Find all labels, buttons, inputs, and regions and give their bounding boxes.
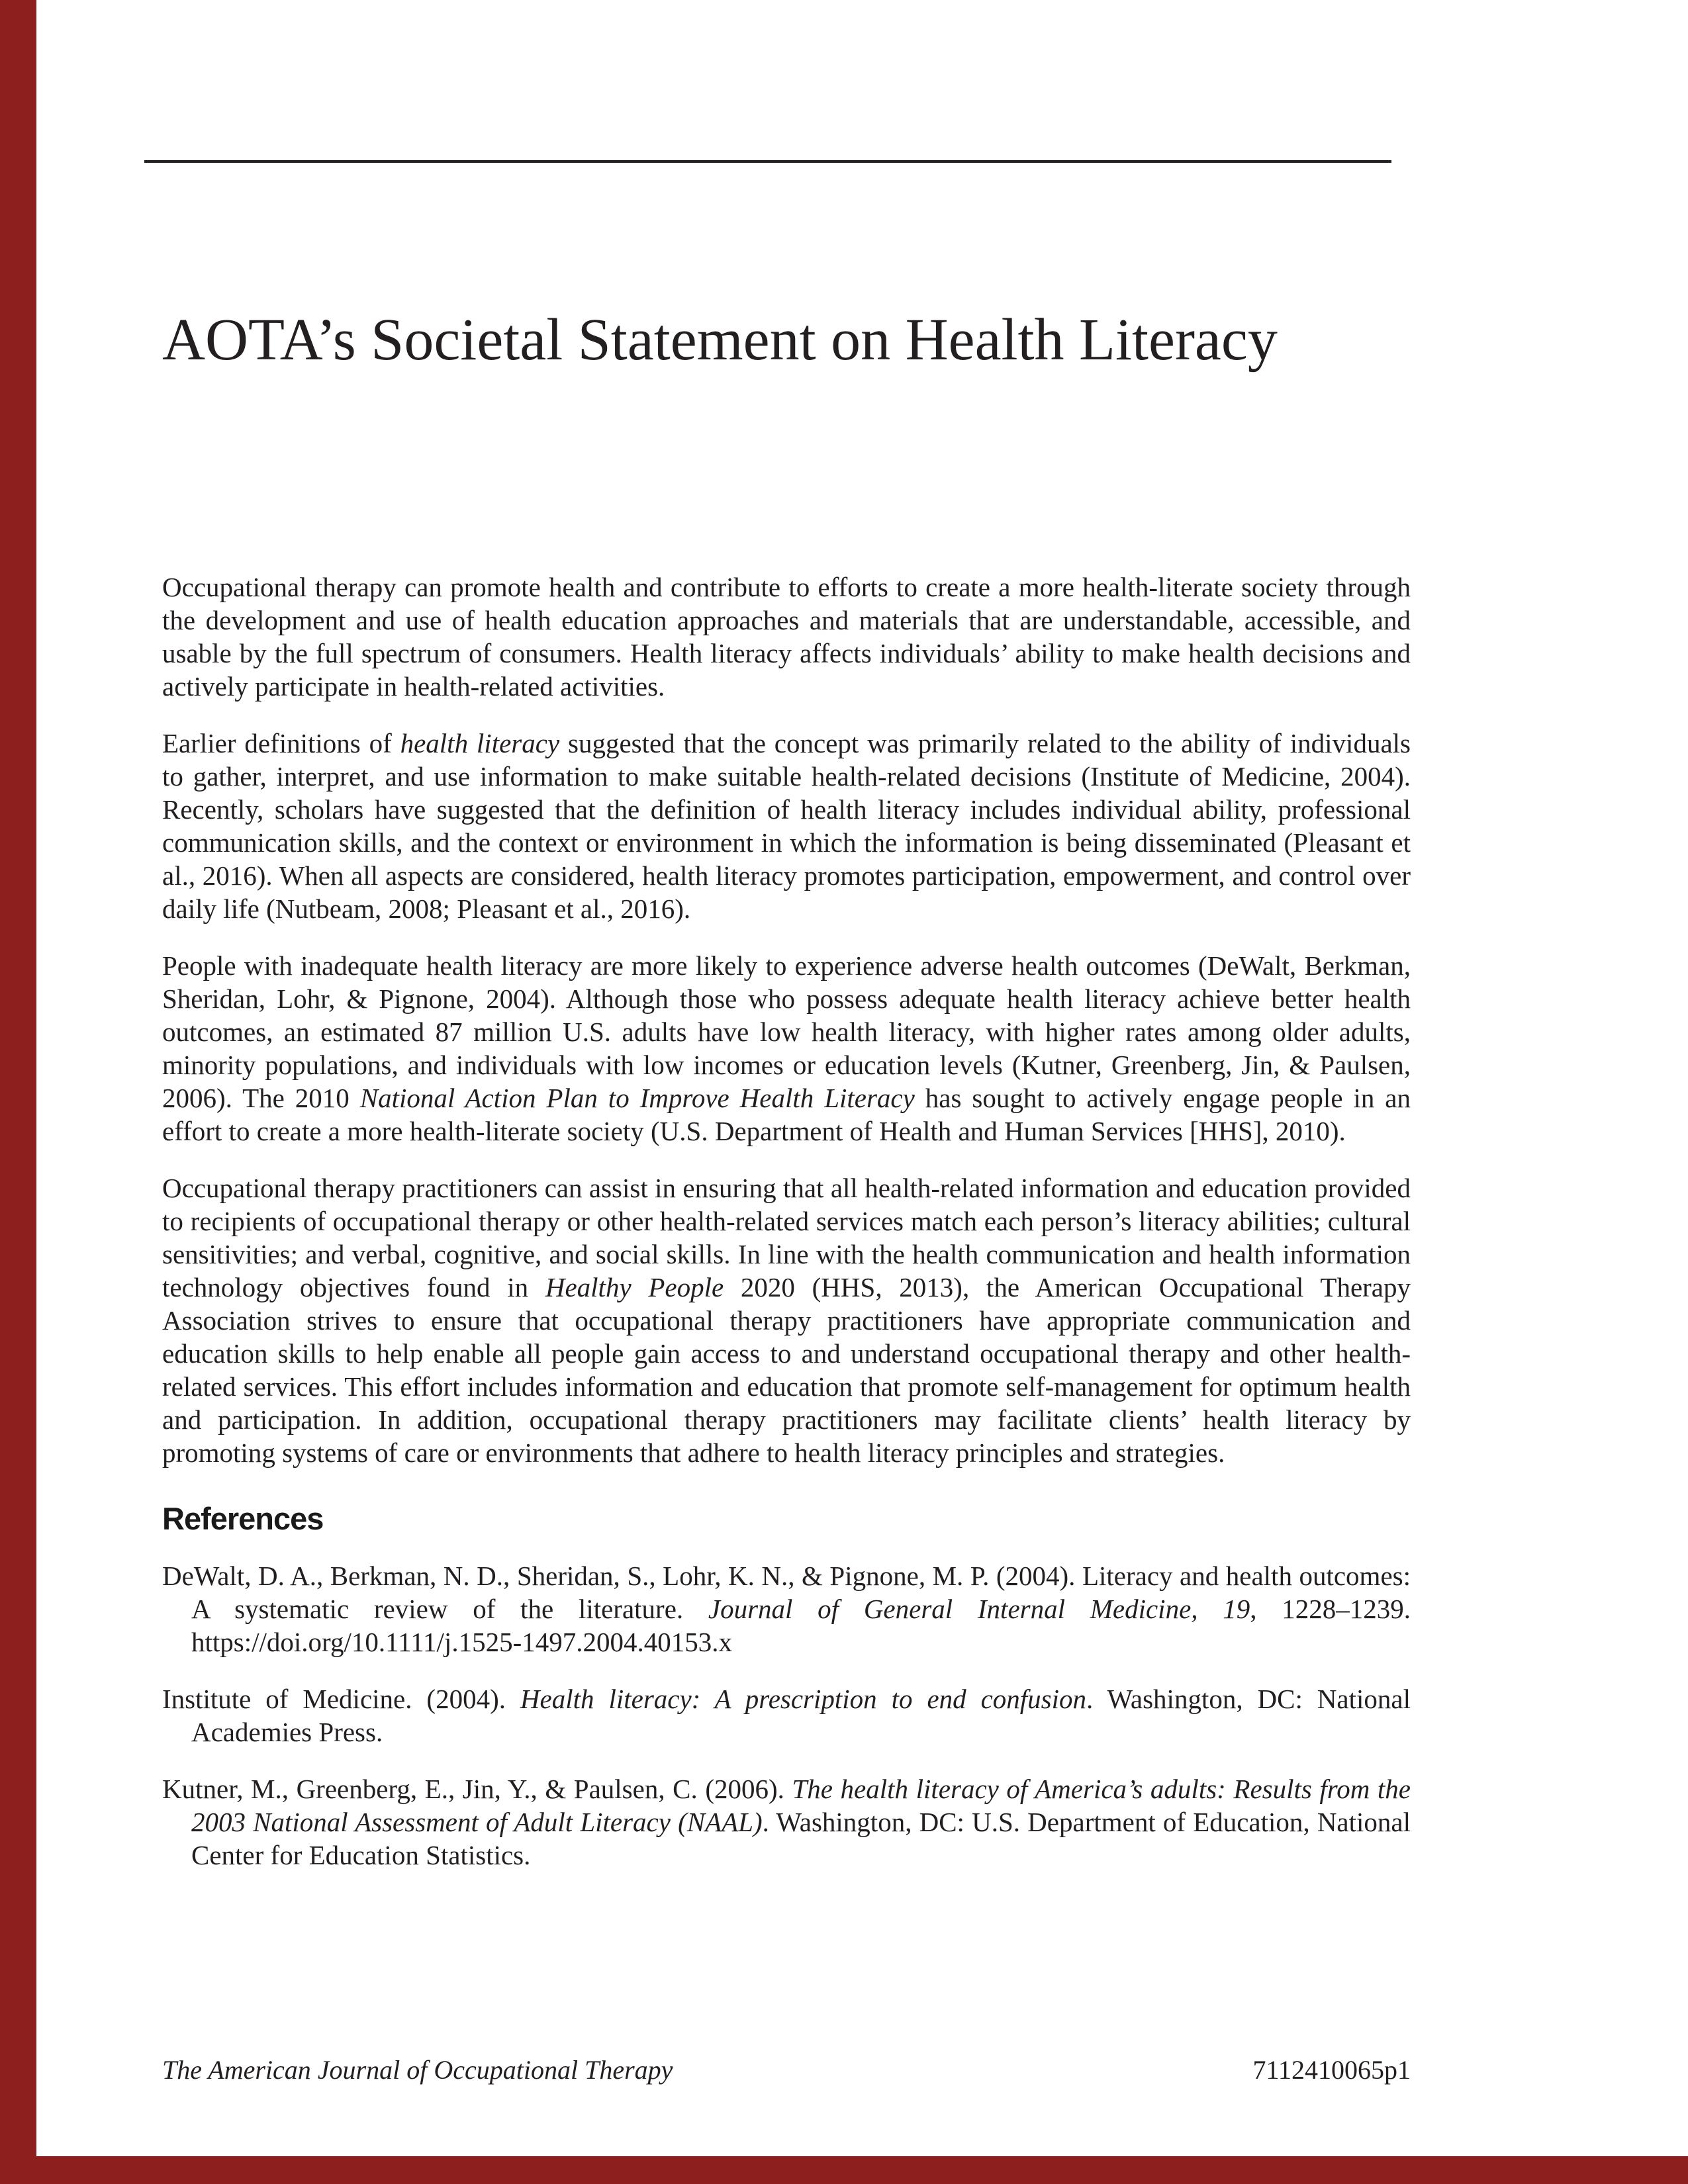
paragraph-2: Earlier definitions of health literacy suggested that the concept was primarily related to the ability of individuals to gather, interpret, and use information to make suitable health-related decisions (Institute of Medicine, 2004). Recently, scholars have suggested that the definition of health literacy includes individual ability, professional communication skills, and the context or environment in which the information is being disseminated (Pleasant et al., 2016). When all aspects are considered, health literacy promotes participation, empowerment, and control over daily life (Nutbeam, 2008; Pleasant et al., 2016). [162,728,1411,924]
reference-entry-2: Institute of Medicine. (2004). Health literacy: A prescription to end confusion. Washington, DC: National Academies Press. [162,1684,1411,1747]
references-list [162,1559,1411,1872]
journal-name: The American Journal of Occupational Therapy [162,2055,673,2085]
scan-edge-left [0,0,36,2184]
references-heading: References [162,1501,324,1536]
article-body [162,570,1411,1895]
reference-entry-3: Kutner, M., Greenberg, E., Jin, Y., & Paulsen, C. (2006). The health literacy of America’s adults: Results from the 2003 National Assessment of Adult Literacy (NAAL). Washington, DC: U.S. Department of Education, National Center for Education Statistics. [162,1774,1411,1870]
paragraph-3: People with inadequate health literacy are more likely to experience adverse health outcomes (DeWalt, Berkman, Sheridan, Lohr, & Pignone, 2004). Although those who possess adequate health literacy achieve better health outcomes, an estimated 87 million U.S. adults have low health literacy, with higher rates among older adults, minority populations, and individuals with low incomes or education levels (Kutner, Greenberg, Jin, & Paulsen, 2006). The 2010 National Action Plan to Improve Health Literacy has sought to actively engage people in an effort to create a more health-literate society (U.S. Department of Health and Human Services [HHS], 2010). [162,950,1411,1146]
paragraph-4: Occupational therapy practitioners can assist in ensuring that all health-related information and education provided to recipients of occupational therapy or other health-related services match each person’s literacy abilities; cultural sensitivities; and verbal, cognitive, and social skills. In line with the health communication and health information technology objectives found in Healthy People 2020 (HHS, 2013), the American Occupational Therapy Association strives to ensure that occupational therapy practitioners have appropriate communication and education skills to help enable all people gain access to and understand occupational therapy and other health-related services. This effort includes information and education that promote self-management for optimum health and participation. In addition, occupational therapy practitioners may facilitate clients’ health literacy by promoting systems of care or environments that adhere to health literacy principles and strategies. [162,1173,1411,1468]
page-code: 7112410065p1 [1252,2055,1411,2085]
page-footer [162,2054,1411,2085]
header-rule [144,160,1391,163]
scan-edge-bottom [0,2156,1688,2184]
article-title: AOTA’s Societal Statement on Health Literacy [162,307,1278,373]
paragraph-1: Occupational therapy can promote health and contribute to efforts to create a more health-literate society through the development and use of health education approaches and materials that are understandable, accessible, and usable by the full spectrum of consumers. Health literacy affects individuals’ ability to make health decisions and actively participate in health-related activities. [162,572,1411,702]
reference-entry-1: DeWalt, D. A., Berkman, N. D., Sheridan, S., Lohr, K. N., & Pignone, M. P. (2004). Literacy and health outcomes: A systematic review of the literature. Journal of General Internal Medicine, 19, 1228–1239. https://doi.org/10.1111/j.1525-1497.2004.40153.x [162,1561,1411,1657]
